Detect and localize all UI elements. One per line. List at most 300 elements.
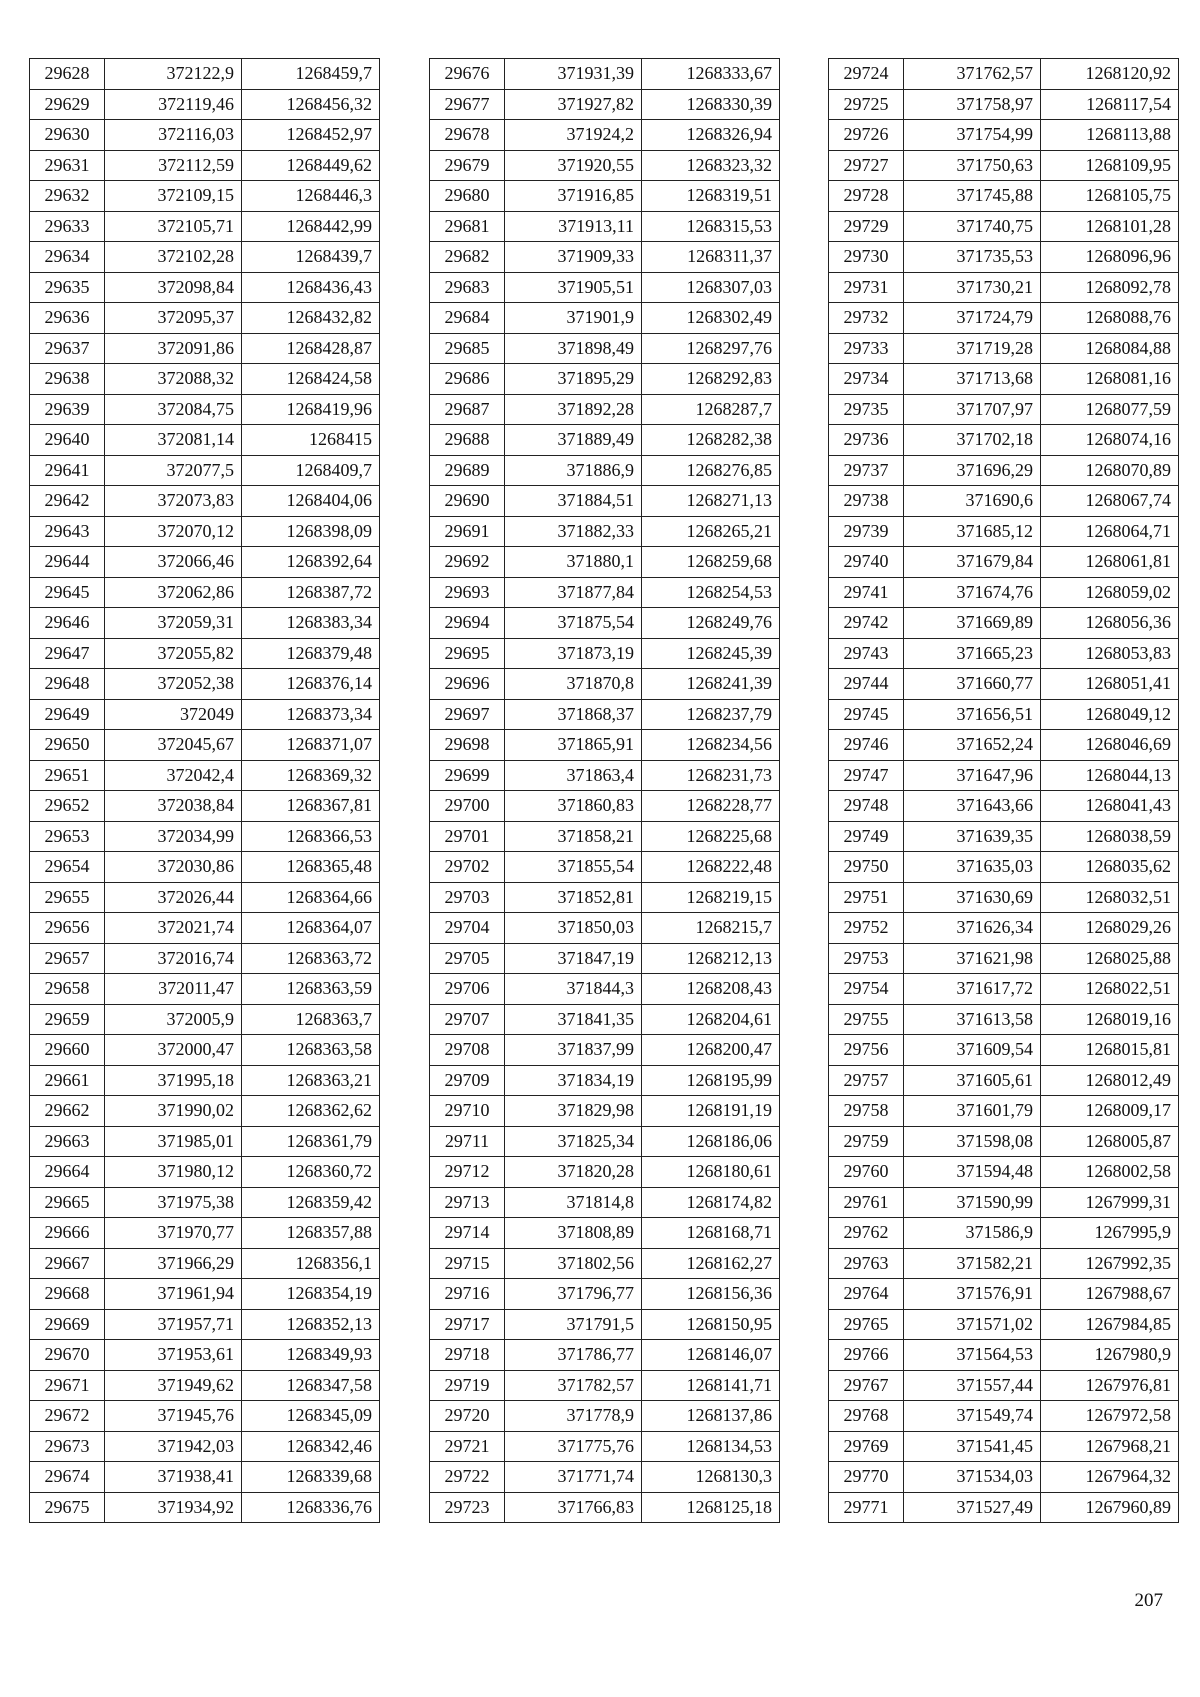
- x-coordinate-cell: 371571,02: [904, 1309, 1041, 1340]
- x-coordinate-cell: 371877,84: [505, 577, 642, 608]
- x-coordinate-cell: 371814,8: [505, 1187, 642, 1218]
- point-id-cell: 29676: [430, 59, 505, 90]
- table-row: [430, 486, 780, 517]
- coordinate-table-2: [429, 58, 780, 1523]
- x-coordinate-cell: 372077,5: [105, 455, 242, 486]
- y-coordinate-cell: 1268373,34: [242, 699, 380, 730]
- x-coordinate-cell: 371775,76: [505, 1431, 642, 1462]
- y-coordinate-cell: 1268456,32: [242, 89, 380, 120]
- y-coordinate-cell: 1268191,19: [642, 1096, 780, 1127]
- table-row: [829, 791, 1179, 822]
- table-row: [430, 1004, 780, 1035]
- y-coordinate-cell: 1268336,76: [242, 1492, 380, 1523]
- x-coordinate-cell: 371865,91: [505, 730, 642, 761]
- x-coordinate-cell: 371927,82: [505, 89, 642, 120]
- x-coordinate-cell: 371820,28: [505, 1157, 642, 1188]
- y-coordinate-cell: 1268212,13: [642, 943, 780, 974]
- point-id-cell: 29644: [30, 547, 105, 578]
- point-id-cell: 29643: [30, 516, 105, 547]
- table-row: [430, 1431, 780, 1462]
- x-coordinate-cell: 371609,54: [904, 1035, 1041, 1066]
- table-row: [430, 1370, 780, 1401]
- table-row: [829, 1218, 1179, 1249]
- y-coordinate-cell: 1268195,99: [642, 1065, 780, 1096]
- x-coordinate-cell: 371630,69: [904, 882, 1041, 913]
- table-row: [30, 59, 380, 90]
- point-id-cell: 29685: [430, 333, 505, 364]
- y-coordinate-cell: 1268265,21: [642, 516, 780, 547]
- point-id-cell: 29628: [30, 59, 105, 90]
- x-coordinate-cell: 371576,91: [904, 1279, 1041, 1310]
- x-coordinate-cell: 371834,19: [505, 1065, 642, 1096]
- x-coordinate-cell: 372049: [105, 699, 242, 730]
- x-coordinate-cell: 371740,75: [904, 211, 1041, 242]
- x-coordinate-cell: 371674,76: [904, 577, 1041, 608]
- table-row: [430, 394, 780, 425]
- point-id-cell: 29724: [829, 59, 904, 90]
- y-coordinate-cell: 1268432,82: [242, 303, 380, 334]
- table-row: [829, 1431, 1179, 1462]
- y-coordinate-cell: 1268056,36: [1041, 608, 1179, 639]
- x-coordinate-cell: 371855,54: [505, 852, 642, 883]
- point-id-cell: 29642: [30, 486, 105, 517]
- table-row: [430, 150, 780, 181]
- y-coordinate-cell: 1268409,7: [242, 455, 380, 486]
- y-coordinate-cell: 1268383,34: [242, 608, 380, 639]
- table-row: [30, 1248, 380, 1279]
- y-coordinate-cell: 1268428,87: [242, 333, 380, 364]
- x-coordinate-cell: 371594,48: [904, 1157, 1041, 1188]
- table-row: [30, 486, 380, 517]
- y-coordinate-cell: 1268249,76: [642, 608, 780, 639]
- point-id-cell: 29727: [829, 150, 904, 181]
- point-id-cell: 29738: [829, 486, 904, 517]
- x-coordinate-cell: 371771,74: [505, 1462, 642, 1493]
- point-id-cell: 29680: [430, 181, 505, 212]
- point-id-cell: 29661: [30, 1065, 105, 1096]
- table-row: [30, 608, 380, 639]
- x-coordinate-cell: 372102,28: [105, 242, 242, 273]
- y-coordinate-cell: 1268271,13: [642, 486, 780, 517]
- x-coordinate-cell: 371829,98: [505, 1096, 642, 1127]
- point-id-cell: 29723: [430, 1492, 505, 1523]
- y-coordinate-cell: 1268032,51: [1041, 882, 1179, 913]
- x-coordinate-cell: 371961,94: [105, 1279, 242, 1310]
- table-row: [430, 1126, 780, 1157]
- x-coordinate-cell: 372105,71: [105, 211, 242, 242]
- y-coordinate-cell: 1268077,59: [1041, 394, 1179, 425]
- point-id-cell: 29752: [829, 913, 904, 944]
- x-coordinate-cell: 371702,18: [904, 425, 1041, 456]
- table-row: [430, 1065, 780, 1096]
- point-id-cell: 29667: [30, 1248, 105, 1279]
- y-coordinate-cell: 1268369,32: [242, 760, 380, 791]
- table-row: [829, 1492, 1179, 1523]
- table-row: [30, 181, 380, 212]
- table-row: [30, 913, 380, 944]
- x-coordinate-cell: 371884,51: [505, 486, 642, 517]
- table-row: [430, 1096, 780, 1127]
- table-row: [829, 333, 1179, 364]
- point-id-cell: 29721: [430, 1431, 505, 1462]
- point-id-cell: 29748: [829, 791, 904, 822]
- table-row: [430, 608, 780, 639]
- x-coordinate-cell: 371669,89: [904, 608, 1041, 639]
- point-id-cell: 29757: [829, 1065, 904, 1096]
- x-coordinate-cell: 371875,54: [505, 608, 642, 639]
- table-row: [829, 1401, 1179, 1432]
- point-id-cell: 29753: [829, 943, 904, 974]
- point-id-cell: 29677: [430, 89, 505, 120]
- point-id-cell: 29743: [829, 638, 904, 669]
- y-coordinate-cell: 1268125,18: [642, 1492, 780, 1523]
- point-id-cell: 29674: [30, 1462, 105, 1493]
- y-coordinate-cell: 1268323,32: [642, 150, 780, 181]
- table-row: [30, 1492, 380, 1523]
- x-coordinate-cell: 371791,5: [505, 1309, 642, 1340]
- table-row: [829, 59, 1179, 90]
- y-coordinate-cell: 1268015,81: [1041, 1035, 1179, 1066]
- x-coordinate-cell: 372116,03: [105, 120, 242, 151]
- y-coordinate-cell: 1268186,06: [642, 1126, 780, 1157]
- point-id-cell: 29710: [430, 1096, 505, 1127]
- point-id-cell: 29712: [430, 1157, 505, 1188]
- x-coordinate-cell: 372112,59: [105, 150, 242, 181]
- point-id-cell: 29687: [430, 394, 505, 425]
- x-coordinate-cell: 371957,71: [105, 1309, 242, 1340]
- table-row: [829, 486, 1179, 517]
- y-coordinate-cell: 1268117,54: [1041, 89, 1179, 120]
- table-row: [430, 943, 780, 974]
- table-row: [829, 1340, 1179, 1371]
- y-coordinate-cell: 1268363,72: [242, 943, 380, 974]
- x-coordinate-cell: 371942,03: [105, 1431, 242, 1462]
- y-coordinate-cell: 1268141,71: [642, 1370, 780, 1401]
- x-coordinate-cell: 371966,29: [105, 1248, 242, 1279]
- y-coordinate-cell: 1267972,58: [1041, 1401, 1179, 1432]
- x-coordinate-cell: 371679,84: [904, 547, 1041, 578]
- point-id-cell: 29700: [430, 791, 505, 822]
- table-row: [430, 1218, 780, 1249]
- table-row: [829, 1248, 1179, 1279]
- point-id-cell: 29705: [430, 943, 505, 974]
- x-coordinate-cell: 371647,96: [904, 760, 1041, 791]
- x-coordinate-cell: 371863,4: [505, 760, 642, 791]
- table-row: [430, 242, 780, 273]
- y-coordinate-cell: 1268439,7: [242, 242, 380, 273]
- x-coordinate-cell: 371719,28: [904, 333, 1041, 364]
- table-row: [430, 59, 780, 90]
- point-id-cell: 29637: [30, 333, 105, 364]
- table-row: [829, 882, 1179, 913]
- table-row: [30, 882, 380, 913]
- table-row: [430, 120, 780, 151]
- table-row: [829, 577, 1179, 608]
- point-id-cell: 29701: [430, 821, 505, 852]
- y-coordinate-cell: 1267960,89: [1041, 1492, 1179, 1523]
- y-coordinate-cell: 1268366,53: [242, 821, 380, 852]
- table-row: [829, 821, 1179, 852]
- y-coordinate-cell: 1268342,46: [242, 1431, 380, 1462]
- x-coordinate-cell: 371621,98: [904, 943, 1041, 974]
- y-coordinate-cell: 1268297,76: [642, 333, 780, 364]
- table-row: [30, 150, 380, 181]
- table-row: [30, 272, 380, 303]
- point-id-cell: 29747: [829, 760, 904, 791]
- point-id-cell: 29703: [430, 882, 505, 913]
- y-coordinate-cell: 1268005,87: [1041, 1126, 1179, 1157]
- x-coordinate-cell: 372091,86: [105, 333, 242, 364]
- y-coordinate-cell: 1268029,26: [1041, 913, 1179, 944]
- point-id-cell: 29649: [30, 699, 105, 730]
- x-coordinate-cell: 372066,46: [105, 547, 242, 578]
- x-coordinate-cell: 372095,37: [105, 303, 242, 334]
- y-coordinate-cell: 1268424,58: [242, 364, 380, 395]
- x-coordinate-cell: 371778,9: [505, 1401, 642, 1432]
- y-coordinate-cell: 1268352,13: [242, 1309, 380, 1340]
- point-id-cell: 29769: [829, 1431, 904, 1462]
- y-coordinate-cell: 1268168,71: [642, 1218, 780, 1249]
- x-coordinate-cell: 371920,55: [505, 150, 642, 181]
- x-coordinate-cell: 371889,49: [505, 425, 642, 456]
- x-coordinate-cell: 371905,51: [505, 272, 642, 303]
- y-coordinate-cell: 1268231,73: [642, 760, 780, 791]
- point-id-cell: 29630: [30, 120, 105, 151]
- point-id-cell: 29733: [829, 333, 904, 364]
- x-coordinate-cell: 372045,67: [105, 730, 242, 761]
- point-id-cell: 29726: [829, 120, 904, 151]
- point-id-cell: 29728: [829, 181, 904, 212]
- y-coordinate-cell: 1268302,49: [642, 303, 780, 334]
- x-coordinate-cell: 371730,21: [904, 272, 1041, 303]
- x-coordinate-cell: 371656,51: [904, 699, 1041, 730]
- y-coordinate-cell: 1268208,43: [642, 974, 780, 1005]
- table-row: [430, 1492, 780, 1523]
- x-coordinate-cell: 371990,02: [105, 1096, 242, 1127]
- table-row: [430, 181, 780, 212]
- point-id-cell: 29711: [430, 1126, 505, 1157]
- table-row: [430, 272, 780, 303]
- x-coordinate-cell: 371735,53: [904, 242, 1041, 273]
- x-coordinate-cell: 371913,11: [505, 211, 642, 242]
- point-id-cell: 29746: [829, 730, 904, 761]
- point-id-cell: 29720: [430, 1401, 505, 1432]
- x-coordinate-cell: 372084,75: [105, 394, 242, 425]
- table-row: [430, 1309, 780, 1340]
- table-row: [30, 120, 380, 151]
- table-row: [430, 669, 780, 700]
- point-id-cell: 29641: [30, 455, 105, 486]
- y-coordinate-cell: 1268019,16: [1041, 1004, 1179, 1035]
- table-row: [30, 1462, 380, 1493]
- point-id-cell: 29654: [30, 852, 105, 883]
- table-row: [30, 943, 380, 974]
- point-id-cell: 29756: [829, 1035, 904, 1066]
- y-coordinate-cell: 1268360,72: [242, 1157, 380, 1188]
- coordinate-table-3: [828, 58, 1179, 1523]
- x-coordinate-cell: 372052,38: [105, 669, 242, 700]
- y-coordinate-cell: 1268364,66: [242, 882, 380, 913]
- y-coordinate-cell: 1268330,39: [642, 89, 780, 120]
- table-row: [829, 364, 1179, 395]
- point-id-cell: 29636: [30, 303, 105, 334]
- table-row: [430, 1248, 780, 1279]
- y-coordinate-cell: 1268219,15: [642, 882, 780, 913]
- point-id-cell: 29657: [30, 943, 105, 974]
- x-coordinate-cell: 371995,18: [105, 1065, 242, 1096]
- y-coordinate-cell: 1268101,28: [1041, 211, 1179, 242]
- table-row: [829, 1004, 1179, 1035]
- x-coordinate-cell: 371847,19: [505, 943, 642, 974]
- y-coordinate-cell: 1268436,43: [242, 272, 380, 303]
- point-id-cell: 29689: [430, 455, 505, 486]
- point-id-cell: 29652: [30, 791, 105, 822]
- point-id-cell: 29634: [30, 242, 105, 273]
- table-row: [30, 516, 380, 547]
- point-id-cell: 29767: [829, 1370, 904, 1401]
- point-id-cell: 29664: [30, 1157, 105, 1188]
- point-id-cell: 29681: [430, 211, 505, 242]
- point-id-cell: 29761: [829, 1187, 904, 1218]
- x-coordinate-cell: 372000,47: [105, 1035, 242, 1066]
- point-id-cell: 29768: [829, 1401, 904, 1432]
- point-id-cell: 29737: [829, 455, 904, 486]
- point-id-cell: 29691: [430, 516, 505, 547]
- table-row: [829, 1157, 1179, 1188]
- x-coordinate-cell: 371895,29: [505, 364, 642, 395]
- y-coordinate-cell: 1268156,36: [642, 1279, 780, 1310]
- point-id-cell: 29683: [430, 272, 505, 303]
- y-coordinate-cell: 1268046,69: [1041, 730, 1179, 761]
- x-coordinate-cell: 371850,03: [505, 913, 642, 944]
- table-row: [30, 638, 380, 669]
- x-coordinate-cell: 371938,41: [105, 1462, 242, 1493]
- x-coordinate-cell: 371605,61: [904, 1065, 1041, 1096]
- point-id-cell: 29699: [430, 760, 505, 791]
- table-row: [30, 760, 380, 791]
- table-row: [30, 242, 380, 273]
- y-coordinate-cell: 1268035,62: [1041, 852, 1179, 883]
- point-id-cell: 29732: [829, 303, 904, 334]
- x-coordinate-cell: 371586,9: [904, 1218, 1041, 1249]
- point-id-cell: 29717: [430, 1309, 505, 1340]
- x-coordinate-cell: 371564,53: [904, 1340, 1041, 1371]
- y-coordinate-cell: 1268326,94: [642, 120, 780, 151]
- point-id-cell: 29665: [30, 1187, 105, 1218]
- y-coordinate-cell: 1268349,93: [242, 1340, 380, 1371]
- table-row: [30, 333, 380, 364]
- table-row: [829, 120, 1179, 151]
- y-coordinate-cell: 1268130,3: [642, 1462, 780, 1493]
- point-id-cell: 29695: [430, 638, 505, 669]
- point-id-cell: 29672: [30, 1401, 105, 1432]
- y-coordinate-cell: 1268363,59: [242, 974, 380, 1005]
- x-coordinate-cell: 371786,77: [505, 1340, 642, 1371]
- table-row: [430, 1187, 780, 1218]
- y-coordinate-cell: 1268109,95: [1041, 150, 1179, 181]
- point-id-cell: 29668: [30, 1279, 105, 1310]
- x-coordinate-cell: 371750,63: [904, 150, 1041, 181]
- x-coordinate-cell: 371949,62: [105, 1370, 242, 1401]
- y-coordinate-cell: 1267999,31: [1041, 1187, 1179, 1218]
- y-coordinate-cell: 1268025,88: [1041, 943, 1179, 974]
- y-coordinate-cell: 1268363,7: [242, 1004, 380, 1035]
- table-row: [829, 1309, 1179, 1340]
- point-id-cell: 29731: [829, 272, 904, 303]
- x-coordinate-cell: 372109,15: [105, 181, 242, 212]
- point-id-cell: 29707: [430, 1004, 505, 1035]
- point-id-cell: 29659: [30, 1004, 105, 1035]
- table-row: [430, 89, 780, 120]
- y-coordinate-cell: 1268442,99: [242, 211, 380, 242]
- point-id-cell: 29740: [829, 547, 904, 578]
- point-id-cell: 29651: [30, 760, 105, 791]
- y-coordinate-cell: 1268041,43: [1041, 791, 1179, 822]
- table-row: [829, 852, 1179, 883]
- point-id-cell: 29697: [430, 699, 505, 730]
- y-coordinate-cell: 1268362,62: [242, 1096, 380, 1127]
- table-row: [30, 1096, 380, 1127]
- table-row: [430, 364, 780, 395]
- x-coordinate-cell: 372034,99: [105, 821, 242, 852]
- point-id-cell: 29741: [829, 577, 904, 608]
- y-coordinate-cell: 1268319,51: [642, 181, 780, 212]
- table-row: [430, 211, 780, 242]
- x-coordinate-cell: 372038,84: [105, 791, 242, 822]
- y-coordinate-cell: 1268215,7: [642, 913, 780, 944]
- table-row: [30, 1340, 380, 1371]
- point-id-cell: 29766: [829, 1340, 904, 1371]
- table-row: [829, 1462, 1179, 1493]
- y-coordinate-cell: 1268222,48: [642, 852, 780, 883]
- point-id-cell: 29729: [829, 211, 904, 242]
- table-row: [30, 1401, 380, 1432]
- table-row: [30, 1309, 380, 1340]
- table-row: [829, 303, 1179, 334]
- x-coordinate-cell: 371541,45: [904, 1431, 1041, 1462]
- y-coordinate-cell: 1268363,58: [242, 1035, 380, 1066]
- x-coordinate-cell: 371582,21: [904, 1248, 1041, 1279]
- table-row: [30, 455, 380, 486]
- point-id-cell: 29638: [30, 364, 105, 395]
- table-row: [30, 547, 380, 578]
- table-row: [829, 150, 1179, 181]
- table-row: [30, 394, 380, 425]
- y-coordinate-cell: 1268134,53: [642, 1431, 780, 1462]
- table-row: [430, 974, 780, 1005]
- y-coordinate-cell: 1268339,68: [242, 1462, 380, 1493]
- y-coordinate-cell: 1268064,71: [1041, 516, 1179, 547]
- table-row: [430, 1279, 780, 1310]
- x-coordinate-cell: 372011,47: [105, 974, 242, 1005]
- y-coordinate-cell: 1268038,59: [1041, 821, 1179, 852]
- y-coordinate-cell: 1268012,49: [1041, 1065, 1179, 1096]
- y-coordinate-cell: 1268354,19: [242, 1279, 380, 1310]
- table-row: [829, 1096, 1179, 1127]
- y-coordinate-cell: 1268061,81: [1041, 547, 1179, 578]
- point-id-cell: 29690: [430, 486, 505, 517]
- table-row: [30, 1126, 380, 1157]
- table-row: [829, 699, 1179, 730]
- x-coordinate-cell: 371534,03: [904, 1462, 1041, 1493]
- table-row: [829, 1126, 1179, 1157]
- table-row: [30, 669, 380, 700]
- x-coordinate-cell: 371549,74: [904, 1401, 1041, 1432]
- x-coordinate-cell: 371882,33: [505, 516, 642, 547]
- x-coordinate-cell: 371901,9: [505, 303, 642, 334]
- point-id-cell: 29662: [30, 1096, 105, 1127]
- table-row: [430, 1157, 780, 1188]
